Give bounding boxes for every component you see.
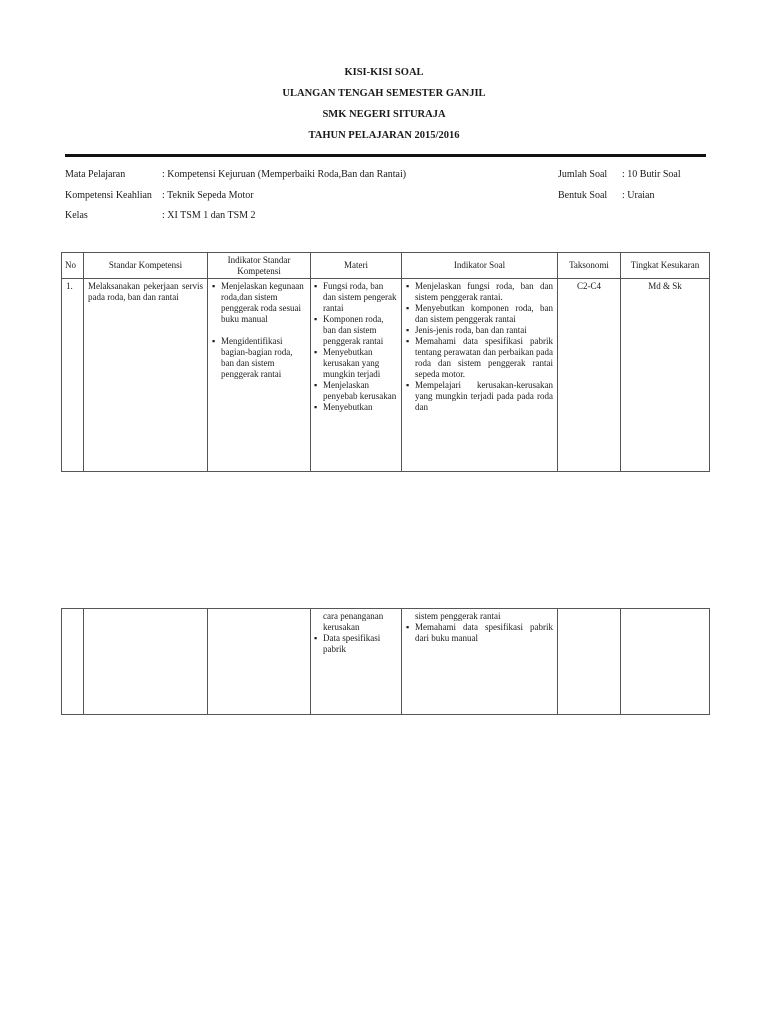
indikator-item: ▪ Menjelaskan fungsi roda, ban dan sistem penggerak rantai. [406,281,553,303]
cell-materi [311,279,402,472]
document-title-block [0,66,768,150]
cell-indikator-sk [208,609,311,715]
keahlian-value: : Teknik Sepeda Motor [162,190,254,201]
cell-taksonomi [558,609,621,715]
cell-tingkat-kesukaran [621,609,710,715]
jumlah-soal-value: : 10 Butir Soal [622,169,681,180]
materi-item: ▪ Menyebutkan kerusakan yang mungkin terjadi [314,347,397,380]
title-academic-year: TAHUN PELAJARAN 2015/2016 [308,130,460,141]
kisi-kisi-table [61,252,710,472]
mapel-label: Mata Pelajaran [65,169,126,180]
cell-indikator-soal [402,609,558,715]
indikator-item: ▪ Memahami data spesifikasi pabrik dari buku manual [406,622,553,644]
header-divider [65,154,706,157]
materi-item: ▪ Komponen roda, ban dan sistem penggerak rantai [314,314,397,347]
indikator-item: ▪ Mempelajari kerusakan-kerusakan yang mungkin terjadi pada pada roda dan [406,380,553,413]
header-no: No [62,253,84,279]
keahlian-label: Kompetensi Keahlian [65,190,152,201]
bentuk-soal-label: Bentuk Soal [558,190,608,201]
indikator-item: ▪ Jenis-jenis roda, ban dan rantai [406,325,553,336]
header-indikator-soal: Indikator Soal [402,253,558,279]
materi-item: ▪ Fungsi roda, ban dan sistem pengerak rantai [314,281,397,314]
materi-item: ▪ Data spesifikasi pabrik [314,633,397,655]
table-header-row [62,253,710,279]
kelas-label: Kelas [65,210,88,221]
materi-continuation: cara penanganan kerusakan [323,611,384,632]
kisi-kisi-table-continued [61,608,710,715]
isk-item: ▪ Menjelaskan kegunaan roda,dan sistem penggerak roda sesuai buku manual [212,281,306,325]
materi-item: ▪ Menyebutkan [314,402,397,413]
materi-item: ▪ Menjelaskan penyebab kerusakan [314,380,397,402]
cell-indikator-soal [402,279,558,472]
kelas-value: : XI TSM 1 dan TSM 2 [162,210,256,221]
mapel-value: : Kompetensi Kejuruan (Memperbaiki Roda,Ban dan Rantai) [162,169,407,180]
header-tingkat-kesukaran: Tingkat Kesukaran [621,253,710,279]
indikator-item: ▪ Menyebutkan komponen roda, ban dan sistem penggerak rantai [406,303,553,325]
header-standar-kompetensi: Standar Kompetensi [84,253,208,279]
cell-standar-kompetensi [84,609,208,715]
indikator-continuation: sistem penggerak rantai [415,611,501,621]
isk-item: ▪ Mengidentifikasi bagian-bagian roda, ban dan sistem penggerak rantai [212,336,306,380]
table-row [62,279,710,472]
title-school: SMK NEGERI SITURAJA [322,109,446,120]
title-kisi-kisi: KISI-KISI SOAL [344,67,424,78]
header-indikator-sk: Indikator Standar Kompetensi [208,253,311,279]
cell-no: 1. [62,279,84,472]
bentuk-soal-value: : Uraian [622,190,655,201]
cell-no [62,609,84,715]
title-ulangan: ULANGAN TENGAH SEMESTER GANJIL [282,88,486,99]
cell-materi [311,609,402,715]
cell-standar-kompetensi: Melaksanakan pekerjaan servis pada roda, ban dan rantai [84,279,208,472]
header-taksonomi: Taksonomi [558,253,621,279]
cell-taksonomi: C2-C4 [558,279,621,472]
cell-indikator-sk [208,279,311,472]
cell-tingkat-kesukaran: Md & Sk [621,279,710,472]
jumlah-soal-label: Jumlah Soal [558,169,608,180]
indikator-item: ▪ Memahami data spesifikasi pabrik tentang perawatan dan perbaikan pada roda dan sistem penggerak rantai sepeda motor. [406,336,553,380]
header-materi: Materi [311,253,402,279]
table-row [62,609,710,715]
